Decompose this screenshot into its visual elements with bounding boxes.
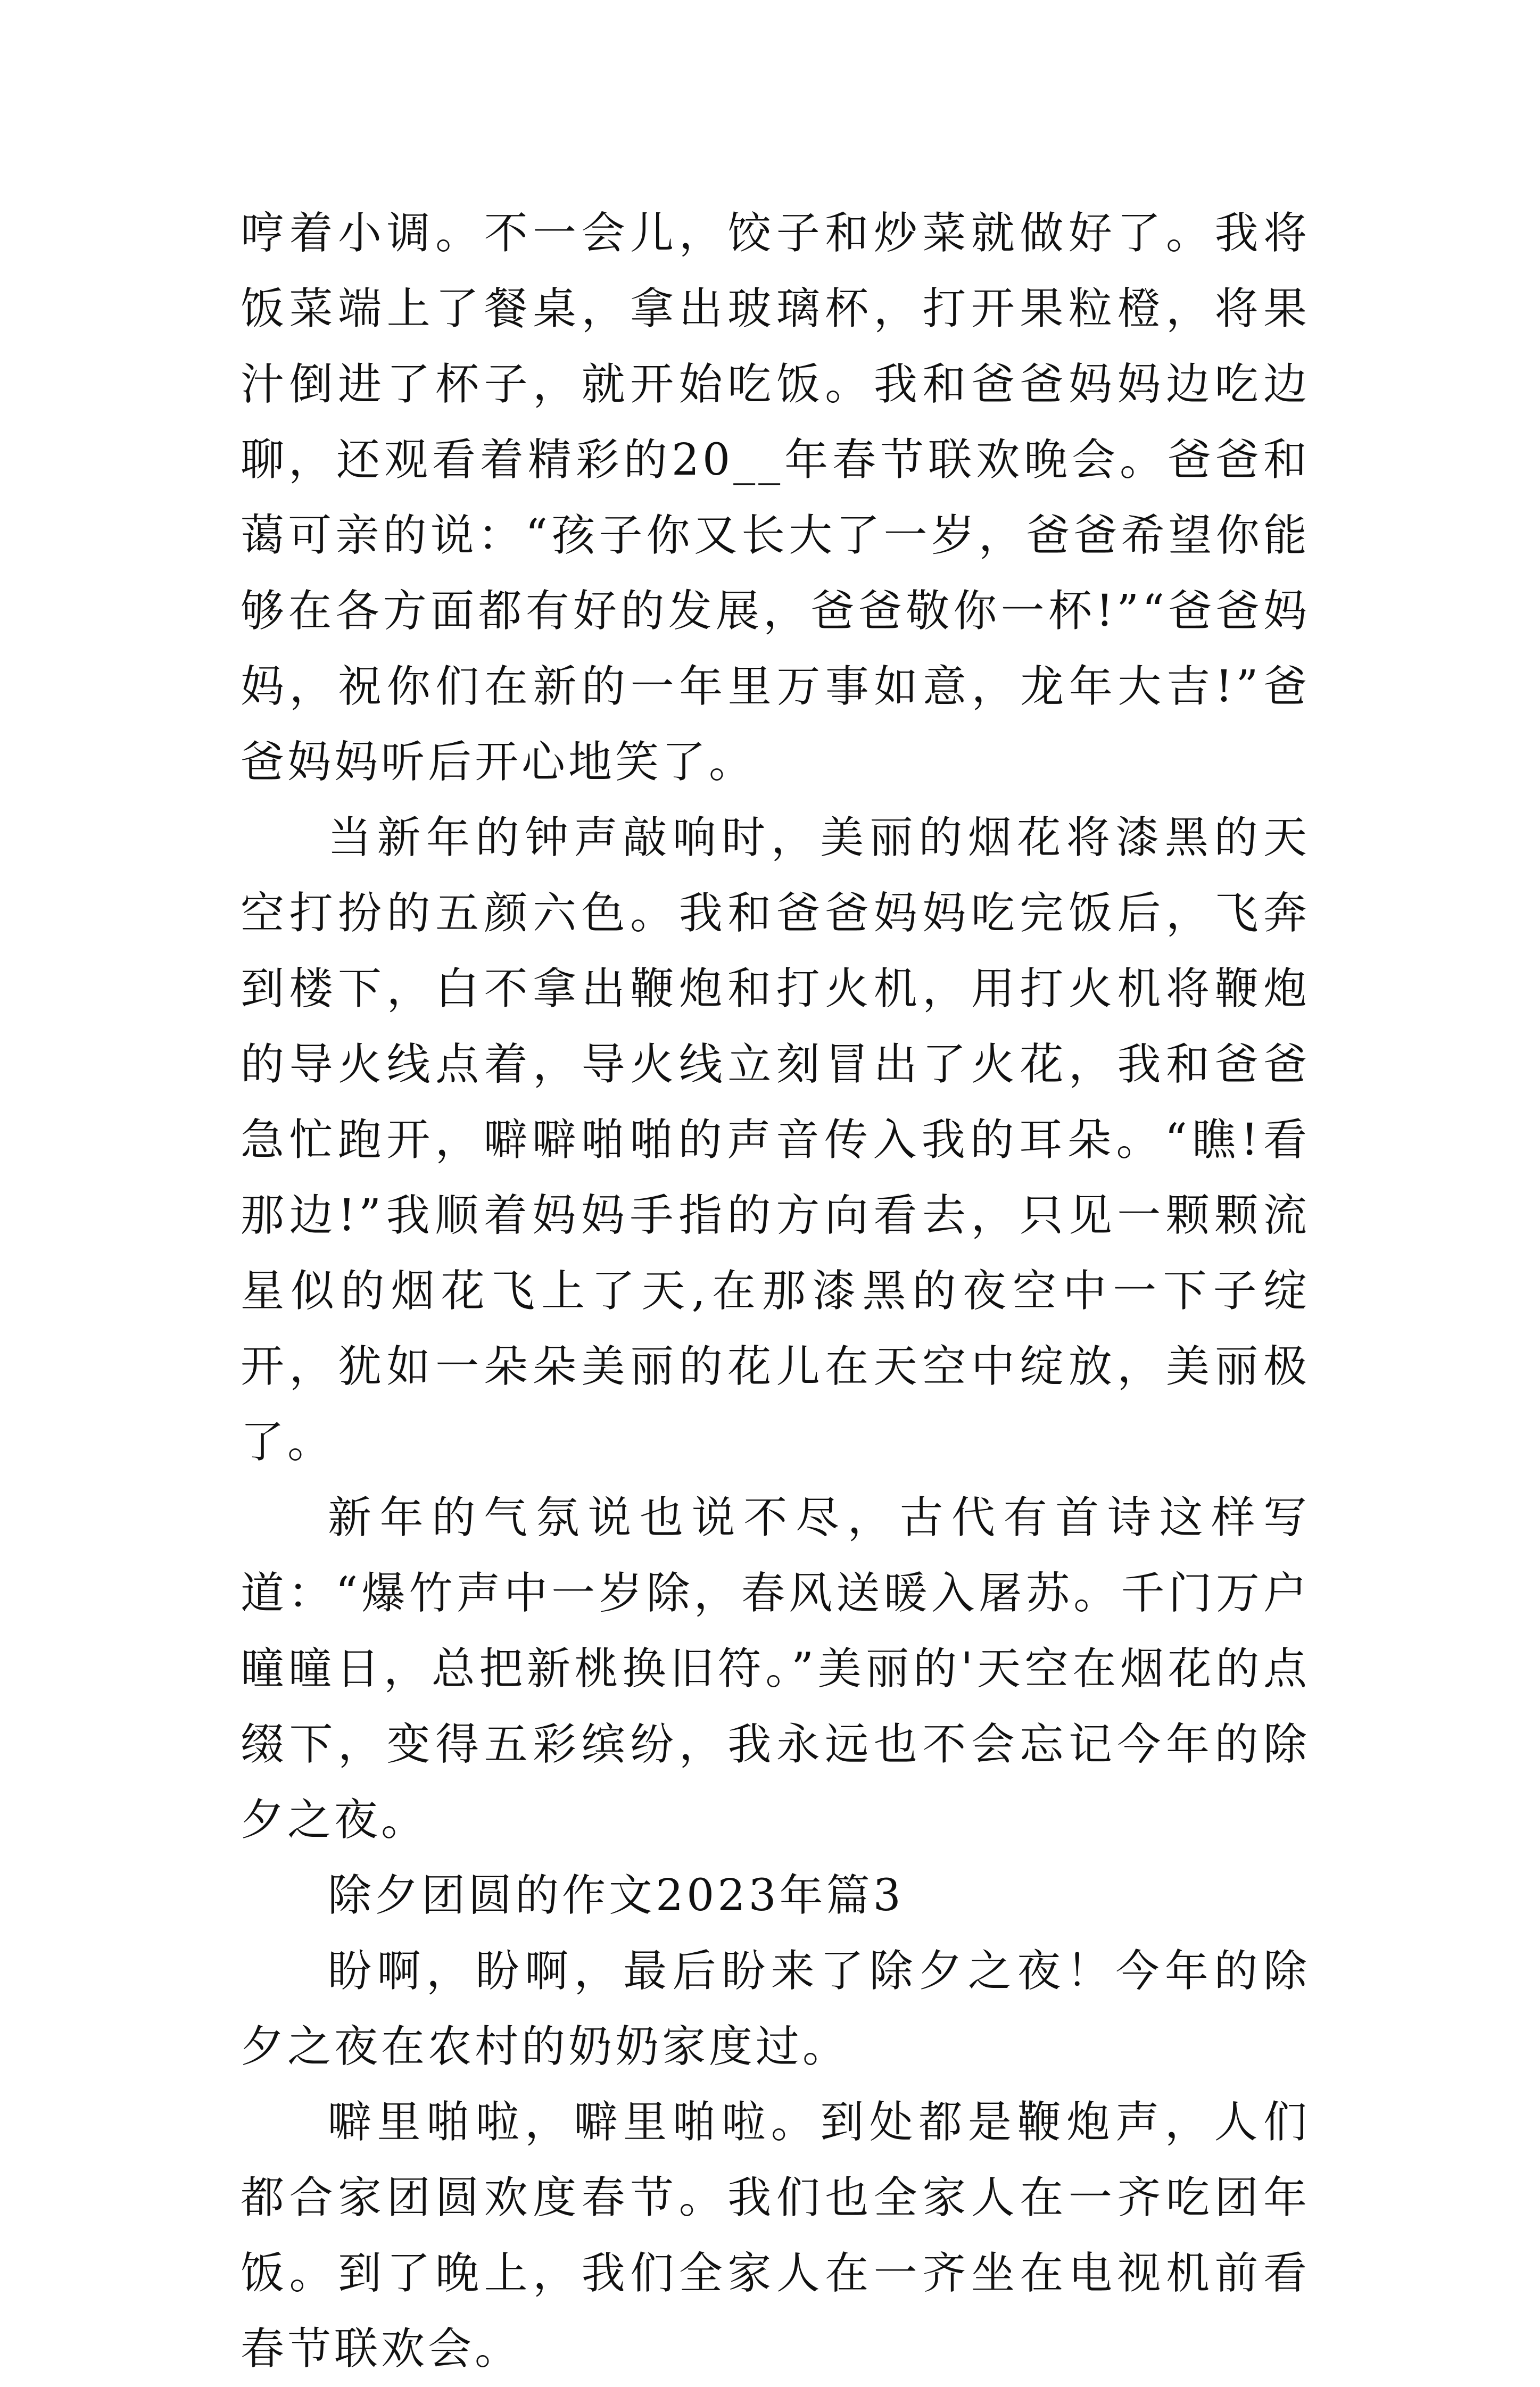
paragraph-fireworks: 当新年的钟声敲响时，美丽的烟花将漆黑的天空打扮的五颜六色。我和爸爸妈妈吃完饭后，飞奔到楼下，白不拿出鞭炮和打火机，用打火机将鞭炮的导火线点着，导火线立刻冒出了火花，我和爸爸急忙跑开，噼噼啪啪的声音传入我的耳朵。“瞧!看那边!”我顺着妈妈手指的方向看去，只见一颗颗流星似的烟花飞上了天,在那漆黑的夜空中一下子绽开，犹如一朵朵美丽的花儿在天空中绽放，美丽极了。 xyxy=(241,813,1310,1468)
paragraph-new-year-eve: 盼啊，盼啊，最后盼来了除夕之夜！今年的除夕之夜在农村的奶奶家度过。 xyxy=(241,1946,1310,2072)
paragraph-continuation: 哼着小调。不一会儿，饺子和炒菜就做好了。我将饭菜端上了餐桌，拿出玻璃杯，打开果粒橙，将果汁倒进了杯子，就开始吃饭。我和爸爸妈妈边吃边聊，还观看着精彩的20__年春节联欢晚会。爸爸和蔼可亲的说：“孩子你又长大了一岁，爸爸希望你能够在各方面都有好的发展，爸爸敬你一杯!”“爸爸妈妈，祝你们在新的一年里万事如意，龙年大吉!”爸爸妈妈听后开心地笑了。 xyxy=(241,208,1310,788)
paragraph-family-gathering: 噼里啪啦，噼里啪啦。到处都是鞭炮声，人们都合家团圆欢度春节。我们也全家人在一齐吃团年饭。到了晚上，我们全家人在一齐坐在电视机前看春节联欢会。 xyxy=(241,2097,1310,2374)
paragraph-poem: 新年的气氛说也说不尽，古代有首诗这样写道：“爆竹声中一岁除，春风送暖入屠苏。千门万户曈曈日，总把新桃换旧符。”美丽的'天空在烟花的点缀下，变得五彩缤纷，我永远也不会忘记今年的除夕之夜。 xyxy=(241,1493,1310,1845)
section-heading: 除夕团圆的作文2023年篇3 xyxy=(328,1870,904,1921)
document-body xyxy=(241,196,1310,2387)
